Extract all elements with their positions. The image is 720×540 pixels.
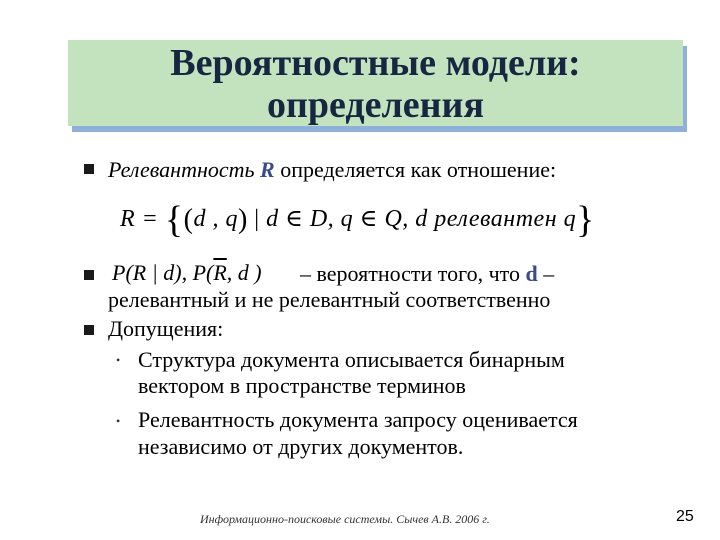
title-line-2: определения xyxy=(266,84,484,126)
assumption-1-line-2: вектором в пространстве терминов xyxy=(138,373,466,398)
relevance-symbol: R xyxy=(260,157,275,182)
prob-formula-part-1: P(R | d), P( xyxy=(112,260,214,285)
bullet-2-symbol-d: d xyxy=(525,261,538,286)
formula-close-brace: } xyxy=(576,199,595,241)
slide-title xyxy=(68,42,683,126)
formula-close-paren: ) xyxy=(237,204,248,235)
bullet-square-icon xyxy=(84,325,94,335)
assumptions-label: Допущения: xyxy=(108,316,224,341)
probability-formula xyxy=(112,260,262,286)
formula-bar: | xyxy=(254,206,260,232)
prob-formula-part-2: , d ) xyxy=(226,260,262,285)
bullet-2-line-2: релевантный и не релевантный соответственно xyxy=(108,287,551,312)
assumption-2-line-2: независимо от других документов. xyxy=(138,434,464,459)
formula-condition: d ∈ D, q ∈ Q, d релевантен q xyxy=(266,206,577,232)
assumption-2-line-1: Релевантность документа запросу оценивается xyxy=(138,407,578,432)
sub-bullet-icon: • xyxy=(116,414,121,428)
bullet-square-icon xyxy=(84,164,94,174)
prob-formula-rbar: $\overline{R}$ xyxy=(213,260,227,285)
bullet-square-icon xyxy=(84,270,94,280)
formula-open-paren: ( xyxy=(183,204,194,235)
relevance-term: Релевантность xyxy=(108,157,255,182)
footer-text: Информационно-поисковые системы. Сычев А.В. 2006 г. xyxy=(200,512,490,526)
bullet-2-text-b: – xyxy=(543,261,555,286)
formula-lhs: R = xyxy=(120,206,159,232)
page-number: 25 xyxy=(676,508,694,525)
bullet-2-text xyxy=(300,261,554,287)
relevance-rest: определяется как отношение: xyxy=(280,157,557,182)
formula-open-brace: { xyxy=(164,199,184,241)
bullet-2-text-a: – вероятности того, что xyxy=(300,261,520,286)
formula-pair: d , q xyxy=(193,206,238,232)
bullet-1-text xyxy=(108,157,556,183)
sub-bullet-icon: • xyxy=(116,353,121,367)
title-line-1: Вероятностные модели: xyxy=(170,42,581,84)
relevance-formula xyxy=(120,198,595,242)
assumption-1-line-1: Структура документа описывается бинарным xyxy=(138,347,565,372)
